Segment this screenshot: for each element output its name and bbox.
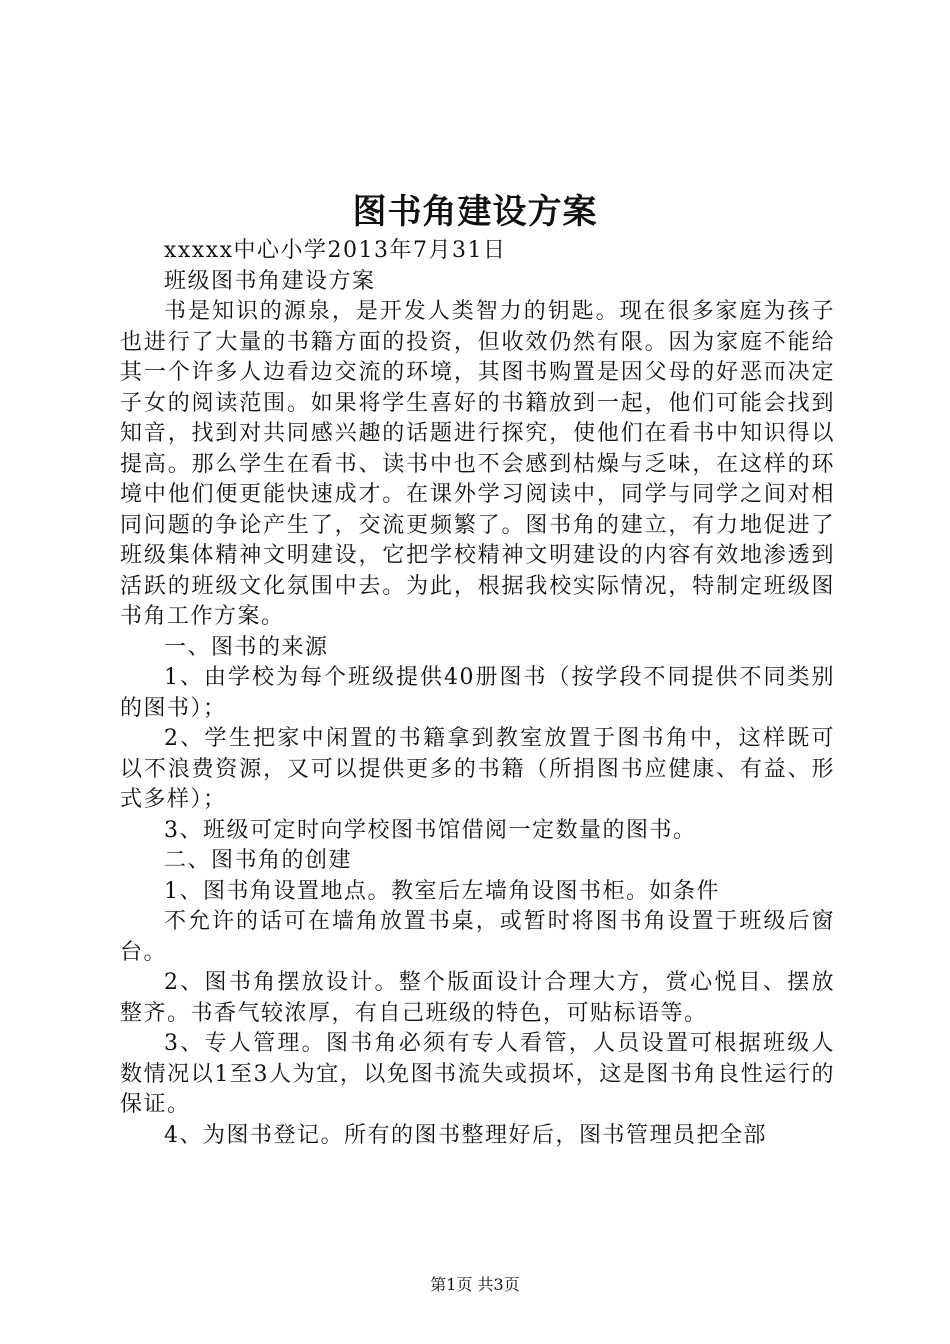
plan-subtitle: 班级图书角建设方案	[164, 268, 376, 294]
source-item-2: 2、学生把家中闲置的书籍拿到教室放置于图书角中，这样既可以不浪费资源，又可以提供更多的书籍（所捐图书应健康、有益、形式多样）；	[120, 726, 835, 812]
source-item-1: 1、由学校为每个班级提供40册图书（按学段不同提供不同类别的图书）；	[120, 665, 835, 721]
intro-paragraph: 书是知识的源泉，是开发人类智力的钥匙。现在很多家庭为孩子也进行了大量的书籍方面的投资，但收效仍然有限。因为家庭不能给其一个许多人边看边交流的环境，其图书购置是因父母的好恶而决定子女的阅读范围。如果将学生喜好的书籍放到一起，他们可能会找到知音，找到对共同感兴趣的话题进行探究，使他们在看书中知识得以提高。那么学生在看书、读书中也不会感到枯燥与乏味，在这样的环境中他们便更能快速成才。在课外学习阅读中，同学与同学之间对相同问题的争论产生了，交流更频繁了。图书角的建立，有力地促进了班级集体精神文明建设，它把学校精神文明建设的内容有效地渗透到活跃的班级文化氛围中去。为此，根据我校实际情况，特制定班级图书角工作方案。	[120, 299, 835, 629]
creation-item-1-continued: 不允许的话可在墙角放置书桌，或暂时将图书角设置于班级后窗台。	[120, 909, 835, 965]
page-footer: 第1页 共3页	[430, 1275, 520, 1294]
section-heading-sources: 一、图书的来源	[164, 634, 329, 660]
document-body	[120, 236, 835, 1151]
creation-item-3: 3、专人管理。图书角必须有专人看管，人员设置可根据班级人数情况以1至3人为宜，以免图书流失或损坏，这是图书角良性运行的保证。	[120, 1031, 835, 1117]
document-title: 图书角建设方案	[352, 192, 598, 232]
source-item-3: 3、班级可定时向学校图书馆借阅一定数量的图书。	[164, 817, 697, 843]
section-heading-creation: 二、图书角的创建	[164, 848, 353, 873]
creation-item-1: 1、图书角设置地点。教室后左墙角设图书柜。如条件	[164, 878, 720, 904]
date-line: xxxxx中心小学2013年7月31日	[164, 238, 507, 263]
creation-item-2: 2、图书角摆放设计。整个版面设计合理大方，赏心悦目、摆放整齐。书香气较浓厚，有自己班级的特色，可贴标语等。	[120, 970, 835, 1026]
creation-item-4: 4、为图书登记。所有的图书整理好后，图书管理员把全部	[164, 1122, 767, 1148]
